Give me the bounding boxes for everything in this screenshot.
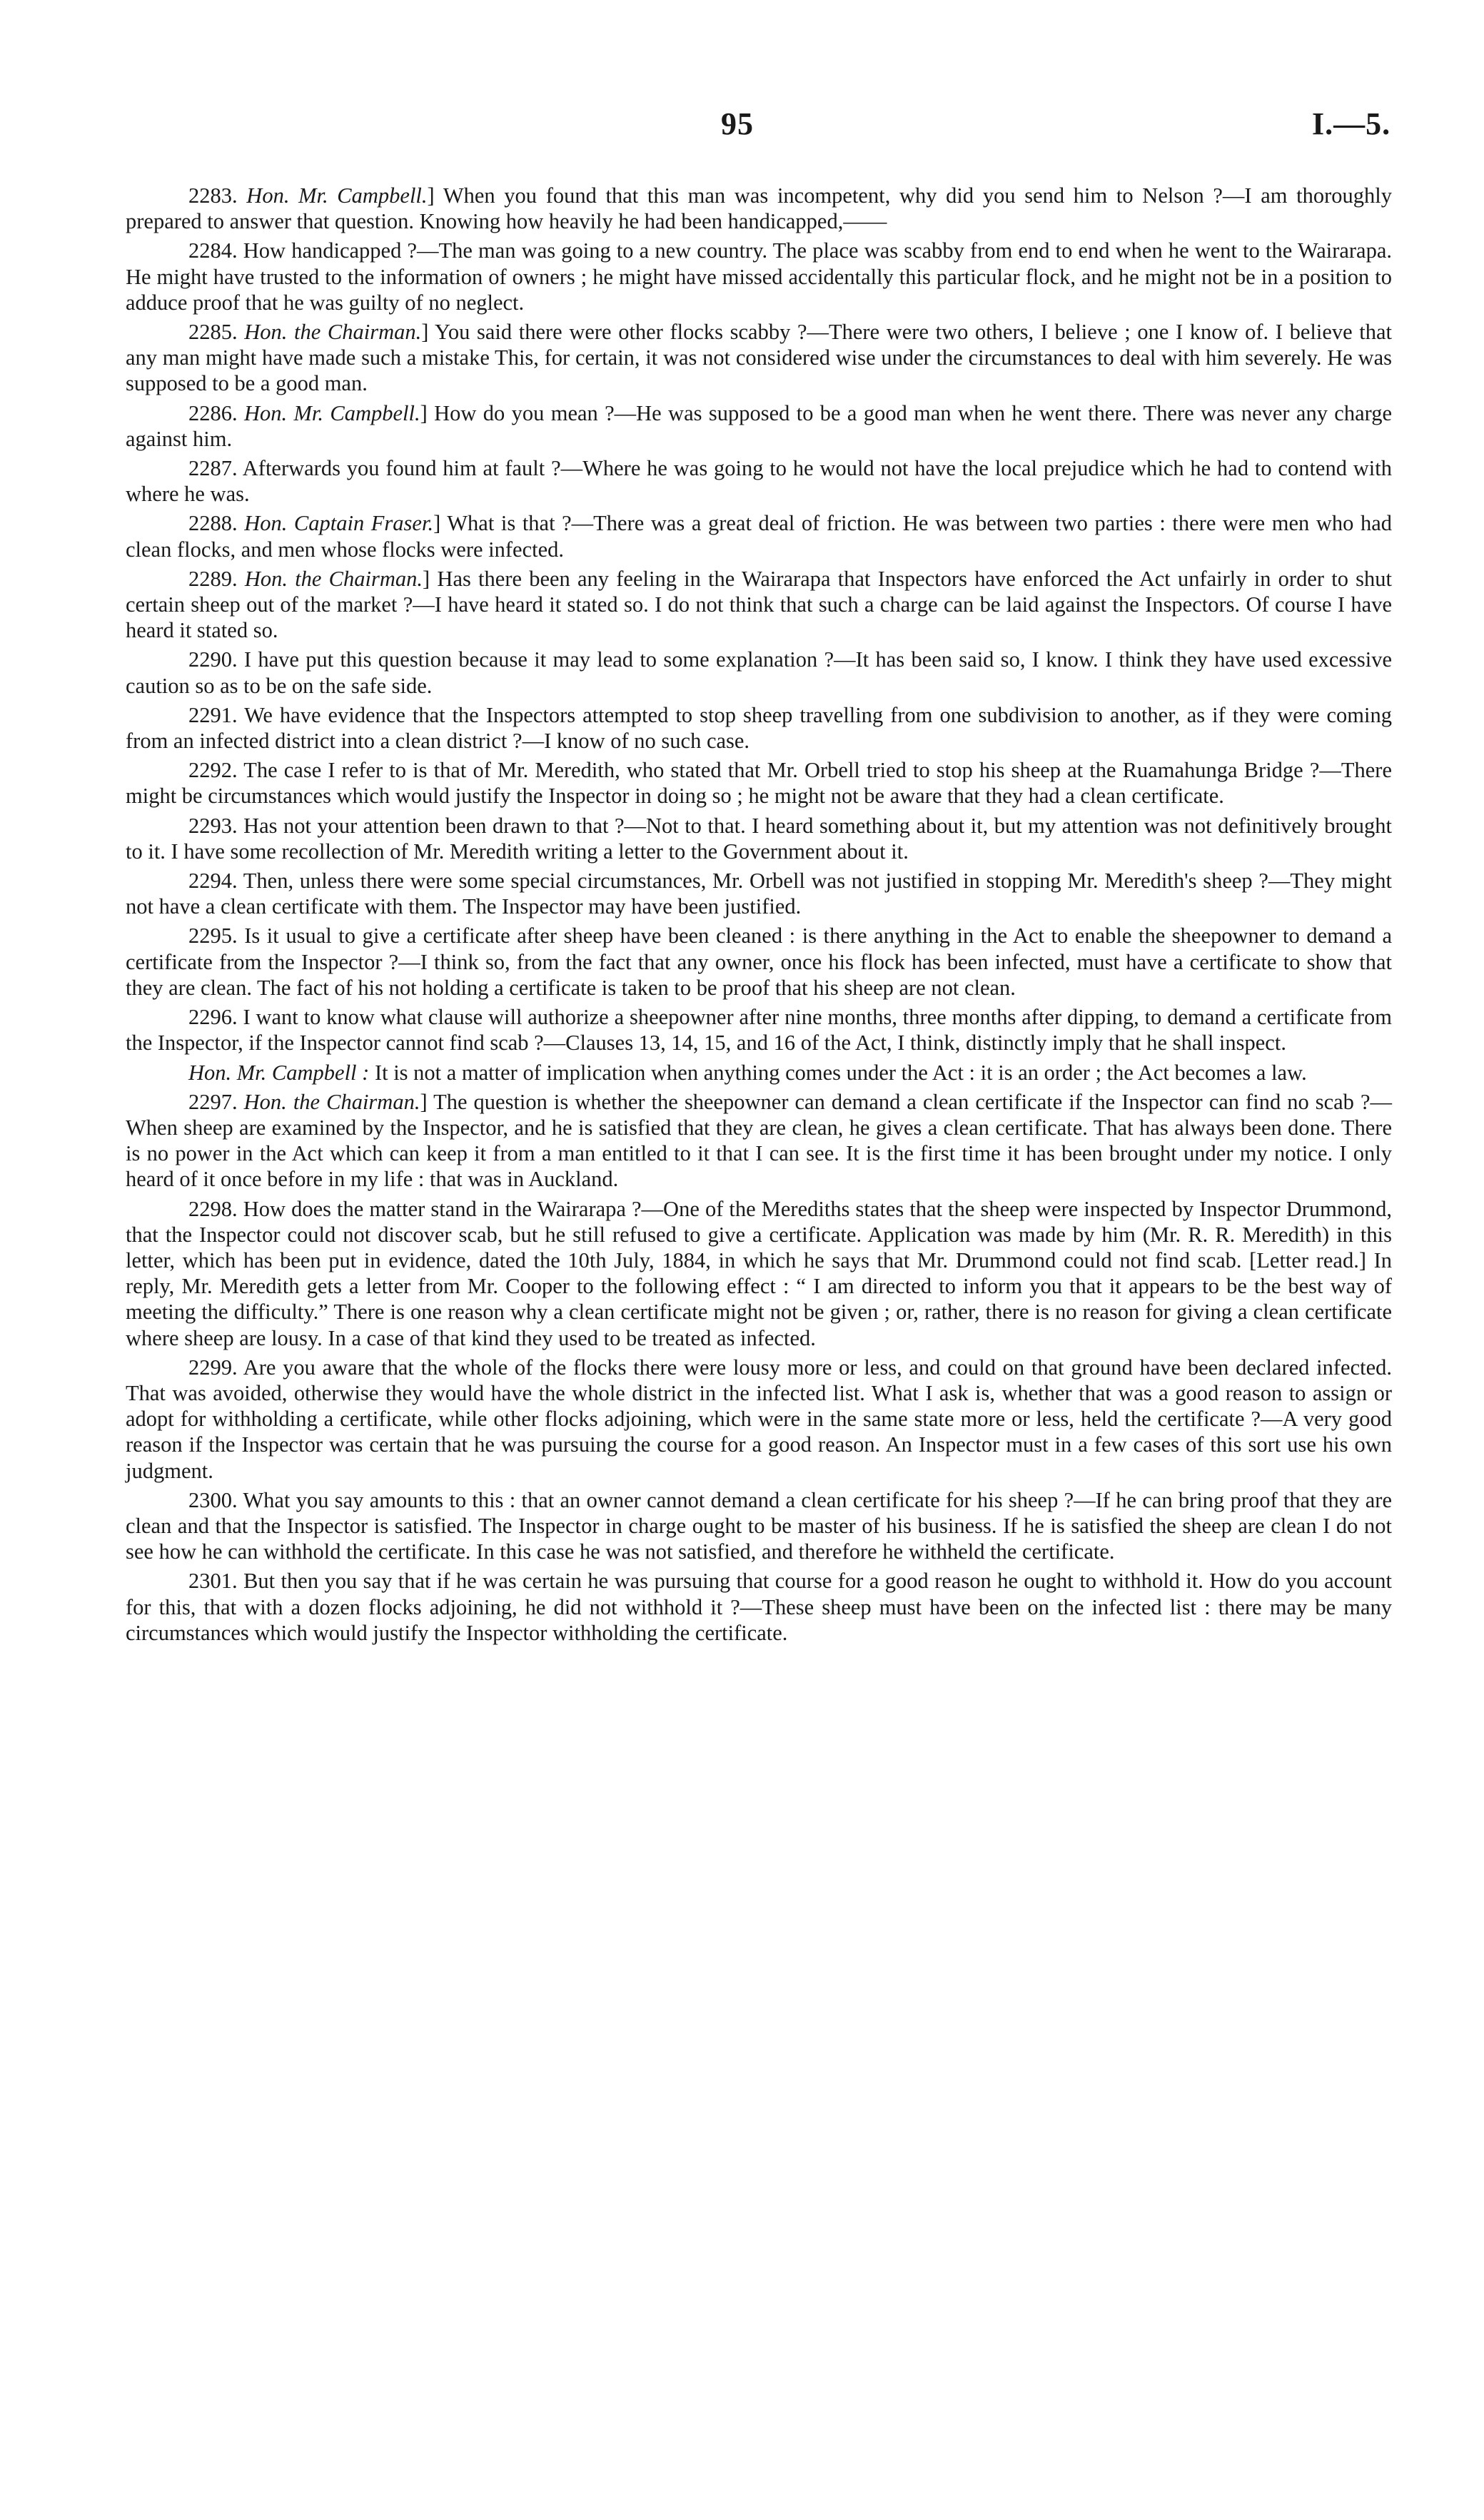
speaker-bracket: ]: [420, 1089, 428, 1114]
paragraph-text: Is it usual to give a certificate after sheep have been cleaned : is there anything in the Act to enable the sheepowner to demand a certificate from the Inspector ?—I think so, from the fact that any owner, once his flock has been infected, must have a certificate to show that they are clean. The fact of his not holding a certificate is taken to be proof that his sheep are not clean.: [126, 924, 1392, 1000]
question-number: 2298.: [188, 1196, 238, 1221]
document-reference: I.—5.: [1312, 106, 1391, 141]
speaker-name: Hon. Mr. Campbell.: [246, 183, 428, 208]
evidence-paragraph: [126, 702, 1392, 754]
paragraph-text: Has there been any feeling in the Wairarapa that Inspectors have enforced the Act unfairly in order to shut certain sheep out of the market ?—I have heard it stated so. I do not think that such a charge can be laid against the Inspectors. Of course I have heard it stated so.: [126, 566, 1393, 643]
paragraph-text: What you say amounts to this : that an owner cannot demand a clean certificate for his sheep ?—If he can bring proof that they are clean and that the Inspector is satisfied. The Inspector in charge ought to be master of his business. If he is satisfied the sheep are clean I do not see how he can withhold the certificate. In this case he was not satisfied, and therefore he withheld the certificate.: [126, 1487, 1393, 1564]
evidence-paragraph: [126, 1060, 1392, 1086]
speaker-name: Hon. the Chairman.: [244, 566, 423, 591]
speaker-name: Hon. Captain Fraser.: [244, 511, 434, 536]
evidence-paragraph: [126, 813, 1392, 864]
question-number: 2292.: [188, 758, 238, 783]
paragraph-text: How do you mean ?—He was supposed to be a good man when he went there. There was never any charge against him.: [126, 400, 1393, 451]
paragraph-text: We have evidence that the Inspectors attempted to stop sheep travelling from one subdivision to another, as if they were coming from an infected district into a clean district ?—I know of no such case.: [126, 702, 1392, 754]
question-number: 2291.: [188, 702, 238, 727]
paragraph-text: Then, unless there were some special circumstances, Mr. Orbell was not justified in stopping Mr. Meredith's sheep ?—They might not have a clean certificate with them. The Inspector may have been justified.: [126, 869, 1392, 919]
evidence-paragraph: [126, 1568, 1392, 1646]
speaker-name: Hon. Mr. Campbell :: [188, 1060, 370, 1085]
question-number: 2285.: [188, 320, 238, 345]
speaker-bracket: ]: [433, 511, 441, 536]
paragraph-text: When you found that this man was incompetent, why did you send him to Nelson ?—I am thoroughly prepared to answer that question. Knowing how heavily he had been handicapped,——: [126, 183, 1393, 234]
evidence-paragraph: [126, 400, 1392, 452]
evidence-paragraph: [126, 1004, 1392, 1056]
question-number: 2284.: [188, 238, 238, 263]
evidence-paragraph: [126, 1196, 1392, 1351]
question-number: 2287.: [188, 456, 238, 481]
question-number: 2293.: [188, 813, 238, 838]
question-number: 2301.: [188, 1569, 238, 1594]
evidence-paragraph: [126, 757, 1392, 809]
paragraph-text: I want to know what clause will authorize a sheepowner after nine months, three months after dipping, to demand a certificate from the Inspector, if the Inspector cannot find scab ?—Clauses 13, 14, 15, and 16 of the Act, I think, distinctly imply that he shall inspect.: [126, 1005, 1392, 1056]
paragraph-text: But then you say that if he was certain he was pursuing that course for a good reason he ought to withhold it. How do you account for this, that with a dozen flocks adjoining, he did not withhold it ?—These sheep must have been on the infected list : there may be many circumstances which would justify the Inspector withholding the certificate.: [126, 1569, 1393, 1645]
evidence-paragraph: [126, 455, 1392, 507]
document-body: [126, 183, 1392, 1649]
paragraph-text: How handicapped ?—The man was going to a new country. The place was scabby from end to end when he went to the Wairarapa. He might have trusted to the information of owners ; he might have missed accidentally this particular flock, and he might not be in a position to adduce proof that he was guilty of no neglect.: [126, 238, 1393, 315]
paragraph-text: The question is whether the sheepowner can demand a clean certificate if the Inspector can find no scab ?—When sheep are examined by the Inspector, and he is satisfied that they are clean, he gives a clean certificate. That has always been done. There is no power in the Act which can keep it from a man entitled to it that I can see. It is the first time it has been brought under my notice. I only heard of it once before in my life : that was in Auckland.: [126, 1089, 1392, 1192]
question-number: 2300.: [188, 1487, 238, 1512]
question-number: 2290.: [188, 647, 238, 672]
speaker-name: Hon. the Chairman.: [244, 320, 422, 345]
question-number: 2283.: [188, 183, 238, 208]
evidence-paragraph: [126, 1487, 1392, 1565]
evidence-paragraph: [126, 1355, 1392, 1484]
question-number: 2296.: [188, 1005, 238, 1030]
paragraph-text: Has not your attention been drawn to that ?—Not to that. I heard something about it, but my attention was not definitively brought to it. I have some recollection of Mr. Meredith writing a letter to the Government about it.: [126, 813, 1393, 864]
evidence-paragraph: [126, 238, 1392, 315]
question-number: 2297.: [188, 1089, 238, 1114]
evidence-paragraph: [126, 319, 1392, 397]
question-number: 2286.: [188, 400, 238, 425]
question-number: 2294.: [188, 869, 238, 894]
paragraph-text: Afterwards you found him at fault ?—Where he was going to he would not have the local prejudice which he had to contend with where he was.: [126, 456, 1392, 507]
speaker-bracket: ]: [427, 183, 435, 208]
paragraph-text: What is that ?—There was a great deal of friction. He was between two parties : there were men who had clean flocks, and men whose flocks were infected.: [126, 511, 1392, 562]
speaker-name: Hon. the Chairman.: [243, 1089, 420, 1114]
question-number: 2299.: [188, 1355, 238, 1380]
evidence-paragraph: [126, 647, 1392, 698]
page-number: 95: [721, 106, 754, 141]
evidence-paragraph: [126, 923, 1392, 1001]
paragraph-text: The case I refer to is that of Mr. Meredith, who stated that Mr. Orbell tried to stop his sheep at the Ruamahunga Bridge ?—There might be circumstances which would justify the Inspector in doing so ; he might not be aware that they had a clean certificate.: [126, 758, 1392, 809]
speaker-name: Hon. Mr. Campbell.: [243, 400, 420, 425]
evidence-paragraph: [126, 510, 1392, 562]
speaker-bracket: ]: [423, 566, 430, 591]
paragraph-text: I have put this question because it may lead to some explanation ?—It has been said so, I know. I think they have used excessive caution so as to be on the safe side.: [126, 647, 1392, 698]
question-number: 2295.: [188, 924, 238, 948]
evidence-paragraph: [126, 566, 1392, 644]
evidence-paragraph: [126, 183, 1392, 234]
paragraph-text: How does the matter stand in the Wairarapa ?—One of the Merediths states that the sheep were inspected by Inspector Drummond, that the Inspector could not discover scab, but he still refused to give a certificate. Application was made by him (Mr. R. R. Meredith) in this letter, which has been put in evidence, dated the 10th July, 1884, in which he says that Mr. Drummond could not find scab. [Letter read.] In reply, Mr. Meredith gets a letter from Mr. Cooper to the following effect : “ I am directed to inform you that it appears to be the best way of meeting the difficulty.” There is one reason why a clean certificate might not be given ; or, rather, there is no reason for giving a clean certificate where sheep are lousy. In a case of that kind they used to be treated as infected.: [126, 1196, 1392, 1350]
speaker-bracket: ]: [421, 320, 429, 345]
speaker-bracket: ]: [420, 400, 428, 425]
paragraph-text: You said there were other flocks scabby ?—There were two others, I believe ; one I know of. I believe that any man might have made such a mistake This, for certain, it was not considered wise under the circumstances to deal with him severely. He was supposed to be a good man.: [126, 320, 1392, 396]
question-number: 2289.: [188, 566, 238, 591]
paragraph-text: It is not a matter of implication when anything comes under the Act : it is an order ; the Act becomes a law.: [369, 1060, 1307, 1085]
evidence-paragraph: [126, 1089, 1392, 1193]
paragraph-text: Are you aware that the whole of the flocks there were lousy more or less, and could on that ground have been declared infected. That was avoided, otherwise they would have the whole district in the infected list. What I ask is, whether that was a good reason to assign or adopt for withholding a certificate, while other flocks adjoining, which were in the same state more or less, held the certificate ?—A very good reason if the Inspector was certain that he was pursuing the course for a good reason. An Inspector must in a few cases of this sort use his own judgment.: [126, 1355, 1392, 1483]
question-number: 2288.: [188, 511, 238, 536]
evidence-paragraph: [126, 868, 1392, 919]
